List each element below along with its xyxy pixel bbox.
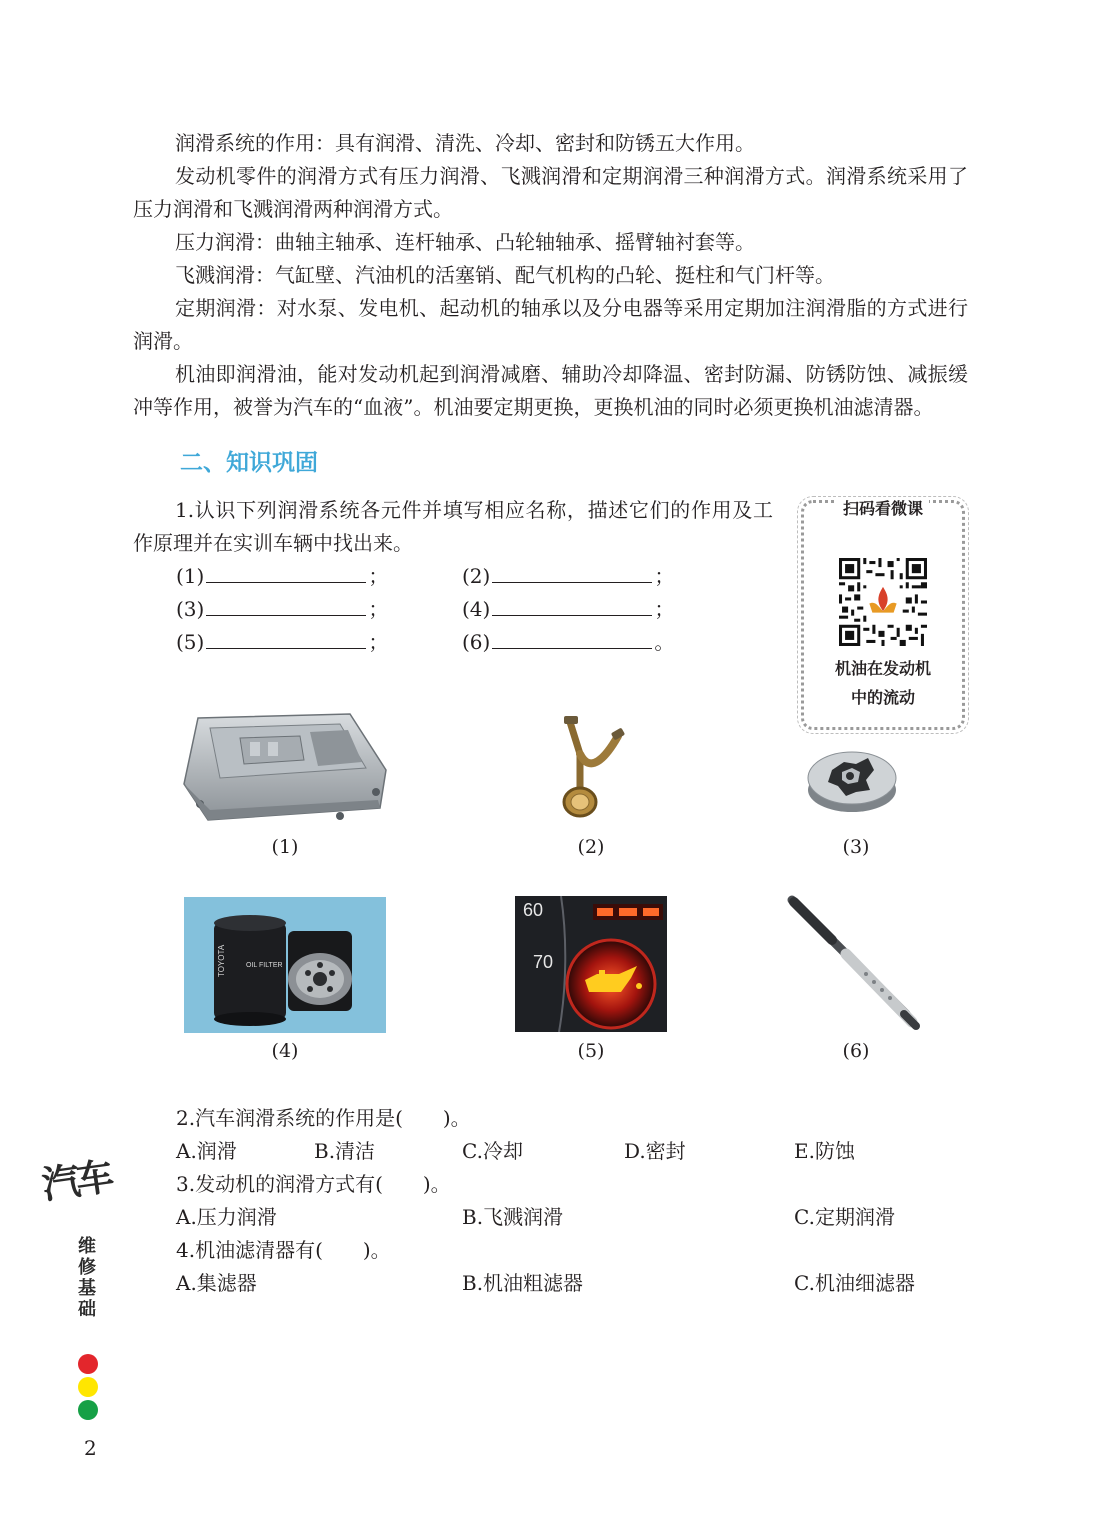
figure-caption-1: (1) — [271, 836, 299, 858]
gauge-60: 60 — [523, 900, 544, 920]
q3-option-c[interactable]: C.定期润滑 — [794, 1205, 895, 1229]
figure-caption-2: (2) — [577, 836, 605, 858]
question-4-stem: 4.机油滤清器有( )。 — [176, 1238, 391, 1262]
q2-option-d[interactable]: D.密封 — [624, 1139, 686, 1163]
blank-label: (1) — [176, 564, 205, 588]
oil-dipstick-image — [786, 894, 926, 1034]
question-3-stem: 3.发动机的润滑方式有( )。 — [176, 1172, 451, 1196]
answer-blank-3[interactable] — [176, 593, 388, 626]
book-title-logo — [39, 1154, 122, 1320]
qr-caption — [795, 654, 971, 712]
answer-blank-4[interactable] — [462, 593, 674, 626]
oil-filter-image — [184, 897, 386, 1033]
answer-blank-1[interactable] — [176, 560, 388, 593]
oil-strainer-image — [550, 714, 630, 824]
question-2-stem: 2.汽车润滑系统的作用是( )。 — [176, 1106, 471, 1130]
svg-text:TOYOTA: TOYOTA — [217, 944, 226, 977]
blank-end: ； — [368, 564, 389, 588]
q2-option-e[interactable]: E.防蚀 — [794, 1139, 855, 1163]
paragraph-pressure: 压力润滑：曲轴主轴承、连杆轴承、凸轮轴轴承、摇臂轴衬套等。 — [175, 230, 755, 254]
oil-pump-rotor-image — [804, 740, 900, 816]
green-dot — [78, 1400, 98, 1420]
blank-label: (3) — [176, 597, 205, 621]
qr-code-icon[interactable] — [839, 558, 927, 646]
q4-option-b[interactable]: B.机油粗滤器 — [462, 1271, 584, 1295]
qr-title — [795, 496, 971, 519]
figure-caption-4: (4) — [271, 1040, 299, 1062]
book-title-big: 汽车 — [39, 1154, 113, 1208]
gauge-70: 70 — [533, 952, 554, 972]
section-heading: 二、知识巩固 — [180, 450, 318, 476]
blank-label: (4) — [462, 597, 491, 621]
answer-blank-5[interactable] — [176, 626, 388, 659]
paragraph-splash: 飞溅润滑：气缸壁、汽油机的活塞销、配气机构的凸轮、挺柱和气门杆等。 — [175, 263, 835, 287]
blank-end: 。 — [654, 630, 675, 654]
blank-label: (5) — [176, 630, 205, 654]
paragraph-engine-oil: 机油即润滑油，能对发动机起到润滑减磨、辅助冷却降温、密封防漏、防锈防蚀、减振缓冲等作用，被誉为汽车的“血液”。机油要定期更换，更换机油的同时必须更换机油滤清器。 — [133, 362, 968, 419]
answer-blank-2[interactable] — [462, 560, 674, 593]
filter-label: OIL FILTER — [246, 962, 283, 969]
blank-end: ； — [368, 630, 389, 654]
q4-option-c[interactable]: C.机油细滤器 — [794, 1271, 915, 1295]
q2-option-b[interactable]: B.清洁 — [314, 1139, 376, 1163]
red-dot — [78, 1354, 98, 1374]
figure-caption-3: (3) — [842, 836, 870, 858]
oil-pan-image — [180, 712, 390, 824]
blank-end: ； — [654, 597, 675, 621]
q2-option-a[interactable]: A.润滑 — [176, 1139, 237, 1163]
q2-option-c[interactable]: C.冷却 — [462, 1139, 523, 1163]
blank-label: (6) — [462, 630, 491, 654]
q3-option-b[interactable]: B.飞溅润滑 — [462, 1205, 564, 1229]
q4-option-a[interactable]: A.集滤器 — [176, 1271, 257, 1295]
question-1-text: 1.认识下列润滑系统各元件并填写相应名称，描述它们的作用及工作原理并在实训车辆中找出来。 — [133, 498, 773, 555]
qr-caption-line-2: 中的流动 — [850, 688, 915, 707]
figure-caption-6: (6) — [842, 1040, 870, 1062]
q3-option-a[interactable]: A.压力润滑 — [176, 1205, 277, 1229]
blank-end: ； — [368, 597, 389, 621]
qr-title-text: 扫码看微课 — [837, 499, 929, 518]
oil-warning-light-image — [515, 896, 667, 1032]
qr-caption-line-1: 机油在发动机 — [834, 659, 931, 678]
blank-end: ； — [654, 564, 675, 588]
paragraph-periodic: 定期润滑：对水泵、发电机、起动机的轴承以及分电器等采用定期加注润滑脂的方式进行润滑。 — [133, 296, 968, 353]
paragraph-methods: 发动机零件的润滑方式有压力润滑、飞溅润滑和定期润滑三种润滑方式。润滑系统采用了压力润滑和飞溅润滑两种润滑方式。 — [133, 164, 968, 221]
yellow-dot — [78, 1377, 98, 1397]
figure-caption-5: (5) — [577, 1040, 605, 1062]
qr-code-panel[interactable] — [795, 494, 971, 736]
paragraph-function: 润滑系统的作用：具有润滑、清洗、冷却、密封和防锈五大作用。 — [175, 131, 755, 155]
answer-blank-6[interactable] — [462, 626, 674, 659]
blank-label: (2) — [462, 564, 491, 588]
page-number: 2 — [84, 1436, 97, 1460]
book-title-small: 维修基础 — [78, 1236, 96, 1320]
